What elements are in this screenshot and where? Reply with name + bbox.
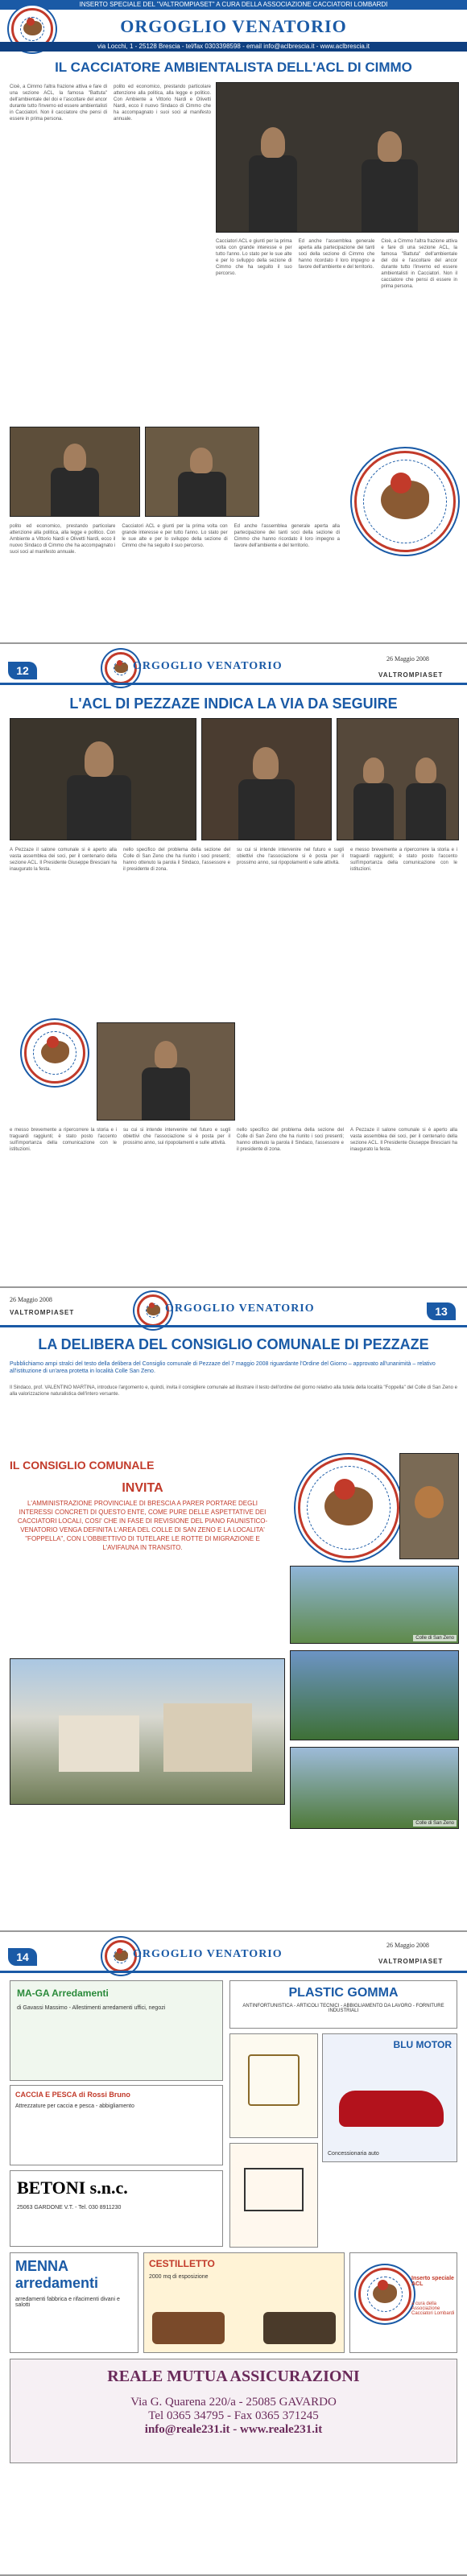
ad-plastic-gomma: [229, 1980, 457, 2029]
invito-text: L'AMMINISTRAZIONE PROVINCIALE DI BRESCIA A PARER PORTARE DEGLI INTERESSI CONCRETI DI QUESTO ENTE, COME PURE DELLE ASPETTATIVE DEI CACCIATORI LOCALI, COSI' CHE IN FASE DI REVISIONE DEL PIANO FAUNISTICO-VENATORIO VENGA DEFINITA L'AREA DEL COLLE DI SAN ZENO E LA LOCALITA' "FOPPELLA", CON L'OBBIETTIVO DI TUTELARE LE ROTTE DI MIGRAZIONE E L'AVIFAUNA IN TRANSITO.: [17, 1500, 268, 1551]
article-col: e messo brevemente a ripercorrere la storia e i traguardi raggiunti; è stato posto l'accento sull'importanza della comunicazione con le istituzioni.: [10, 1128, 117, 1152]
ad-title: PLASTIC GOMMA: [288, 1986, 399, 2000]
ad-phone: Tel 0365 34795 - Fax 0365 371245: [148, 2409, 319, 2422]
article-col: polito ed economico, prestando particolare attenzione alla politica, alla legge e politico. Con Ambiente a Vittorio Nardi e Olivetti Nardi, ecco il nuovo Sindaco di Cimmo che ha accompagnato i suoi soci al manifesto annuale.: [10, 524, 116, 555]
acl-seal-logo: [105, 1940, 137, 1972]
photo-panel: [201, 718, 332, 840]
ad-address: Via G. Quarena 220/a - 25085 GAVARDO: [130, 2396, 337, 2409]
ad-title: MENNA arredamenti: [15, 2258, 99, 2291]
subheading: IL CONSIGLIO COMUNALE: [10, 1459, 155, 1472]
magazine-logo: ORGOGLIO VENATORIO: [133, 1948, 283, 1960]
ad-sap: [229, 2143, 318, 2248]
article-col: Ed anche l'assemblea generale aperta alla partecipazione dei tanti soci della sezione di Cimmo che hanno ricordato il loro impegno a favore dell'ambiente e del territorio.: [298, 239, 375, 270]
ad-title: BETONI s.n.c.: [17, 2178, 128, 2198]
ad-blu-motor: [322, 2033, 457, 2162]
ad-text: a cura della Associazione Cacciatori Lombardi: [411, 2301, 455, 2316]
ad-email: info@reale231.it - www.reale231.it: [144, 2423, 323, 2436]
acl-seal-large: [354, 451, 456, 552]
headline-pezzaze: L'ACL DI PEZZAZE INDICA LA VIA DA SEGUIRE: [69, 696, 398, 712]
article-columns-right: [216, 238, 457, 423]
photo-caption: Colle di San Zeno: [413, 1635, 457, 1641]
photo-speaker: [10, 718, 196, 840]
photo-village: [10, 1658, 285, 1805]
ad-text: 25063 GARDONE V.T. - Tel. 030 8911230: [17, 2205, 122, 2211]
issue-date: 26 Maggio 2008: [386, 1942, 429, 1949]
acl-seal: [24, 1022, 85, 1084]
photo-caption: Colle di San Zeno: [413, 1820, 457, 1827]
page-3: [0, 1288, 467, 1932]
article-col: e messo brevemente a ripercorrere la storia e i traguardi raggiunti; è stato posto l'accento sull'importanza della comunicazione con le istituzioni.: [350, 848, 457, 872]
acl-seal-logo: [105, 652, 137, 684]
page-number: 14: [8, 1948, 37, 1966]
article-columns: [10, 847, 457, 1016]
ad-title: Inserto speciale ACL: [411, 2276, 454, 2287]
article-col: Cioè, a Cimmo l'altra frazione attiva e fare di una sezione ACL, la famosa "Battuta" dell'ambientale del doi e l'ascoltare del ancor durante tutto l'inverno ed essere ambientalisti in Cacciatori. Non il cacciatore che pensi di essere in prima persona.: [381, 239, 457, 289]
ad-caccia-pesca: [10, 2085, 223, 2165]
photo-mountain-2: [290, 1650, 459, 1740]
acl-seal: [358, 2268, 411, 2321]
photo-mountain-1: [290, 1566, 459, 1644]
article-col: polito ed economico, prestando particolare attenzione alla politica, alla legge e politico. Con Ambiente a Vittorio Nardi e Olivetti Nardi, ecco il nuovo Sindaco di Cimmo che ha accompagnato i suoi soci al manifesto annuale.: [114, 85, 211, 122]
headline-delibera: LA DELIBERA DEL CONSIGLIO COMUNALE DI PEZZAZE: [38, 1336, 429, 1352]
masthead: VALTROMPIASET: [378, 671, 444, 679]
article-columns-lower: [10, 1127, 457, 1280]
photo-members: [145, 427, 259, 517]
page-number: 13: [427, 1302, 456, 1320]
article-col: Cacciatori ACL e giunti per la prima volta con grande interesse e per tutto l'anno. Lo stato per le sue alte e per lo sviluppo della sezione di Cimmo che ha seguito il suo percorso.: [216, 239, 292, 276]
ad-maga: [10, 1980, 223, 2081]
ad-betoni: [10, 2170, 223, 2247]
ad-menna: [10, 2252, 138, 2353]
article-col: Cacciatori ACL e giunti per la prima volta con grande interesse e per tutto l'anno. Lo stato per le sue alte e per lo sviluppo della sezione di Cimmo che ha seguito il suo percorso.: [122, 524, 228, 548]
headline-cimmo: IL CACCIATORE AMBIENTALISTA DELL'ACL DI CIMMO: [55, 60, 412, 75]
article-col: su cui si intende intervenire nel futuro e sugli obiettivi che l'associazione si è posta per il prossimo anno, sui ripopolamenti e sulle attività.: [123, 1128, 230, 1146]
invito-title: INVITA: [122, 1481, 163, 1495]
article-col: A Pezzaze il salone comunale si è aperto alla vasta assemblea dei soci, per il centenario della sezione ACL. Il Presidente Giuseppe Bresciani ha inaugurato la festa.: [350, 1128, 457, 1152]
article-col: nello specifico del problema della sezione del Colle di San Zeno che ha riunito i soci presenti; hanno ottenuto la parola il Sindaco, l'assessore e il presidente di zona.: [123, 848, 230, 872]
article-columns-left: [10, 84, 211, 422]
photo-assembly: [216, 82, 459, 233]
invito-block: [10, 1481, 275, 1552]
address-band: via Locchi, 1 - 25128 Brescia - tel/fax 0303398598 - email info@aclbrescia.it - www.aclbrescia.it: [0, 42, 467, 52]
ad-text: arredamenti fabbrica e rifacimenti divani e salotti: [15, 2297, 120, 2308]
magazine-logo: ORGOGLIO VENATORIO: [165, 1302, 315, 1315]
photo-audience: [337, 718, 459, 840]
masthead: VALTROMPIASET: [378, 1958, 444, 1965]
article-col: A Pezzaze il salone comunale si è aperto alla vasta assemblea dei soci, per il centenario della sezione ACL. Il Presidente Giuseppe Bresciani ha inaugurato la festa.: [10, 848, 117, 872]
article-columns-bottom: [10, 523, 340, 636]
issue-date: 26 Maggio 2008: [386, 655, 429, 663]
magazine-logo: ORGOGLIO VENATORIO: [120, 16, 347, 36]
photo-ceremony: [97, 1022, 235, 1121]
acl-seal-large: [298, 1457, 399, 1558]
article-col: su cui si intende intervenire nel futuro e sugli obiettivi che l'associazione si è posta per il prossimo anno, sui ripopolamenti e sulle attività.: [237, 848, 344, 865]
photo-bird: [399, 1453, 459, 1559]
top-band: INSERTO SPECIALE DEL "VALTROMPIASET" A CURA DELLA ASSOCIAZIONE CACCIATORI LOMBARDI: [0, 0, 467, 10]
article-col: Ed anche l'assemblea generale aperta alla partecipazione dei tanti soci della sezione di Cimmo che hanno ricordato il loro impegno a favore dell'ambiente e del territorio.: [234, 524, 340, 548]
intro-text: Pubblichiamo ampi stralci del testo della delibera del Consiglio comunale di Pezzaze del 7 maggio 2008 riguardante l'Ordine del Giorno – approvato all'unanimità – relativo all'istituzione di un'area protetta in località Colle San Zeno.: [10, 1361, 436, 1374]
ad-text: di Gavassi Massimo - Allestimenti arredamenti uffici, negozi: [17, 2005, 166, 2011]
ad-reale-mutua: [10, 2359, 457, 2463]
page-4: [0, 1932, 467, 2576]
photo-hunter: [10, 427, 140, 517]
ad-monogram: [229, 2033, 318, 2138]
page-number: 12: [8, 662, 37, 679]
page-1: [0, 0, 467, 644]
ad-cestilletto: [143, 2252, 345, 2353]
ad-inserto: [349, 2252, 457, 2353]
body-text: Il Sindaco, prof. VALENTINO MARTINA, introduce l'argomento e, quindi, invita il consigliere comunale ad illustrare il testo dell'ordine del giorno relativo alla tutela della località "Foppella" del Colle di San Zeno e alla valorizzazione naturalistica dell'intero versante.: [10, 1385, 457, 1397]
photo-mountain-3: [290, 1747, 459, 1829]
ad-title: BLU MOTOR: [393, 2039, 452, 2050]
ad-title: REALE MUTUA ASSICURAZIONI: [107, 2368, 360, 2385]
page-2: [0, 644, 467, 1288]
ad-title: CESTILLETTO: [149, 2258, 215, 2269]
magazine-logo: ORGOGLIO VENATORIO: [133, 660, 283, 672]
ad-text: Attrezzature per caccia e pesca - abbigliamento: [15, 2103, 134, 2109]
acl-seal-logo: [137, 1294, 169, 1327]
issue-date: 26 Maggio 2008: [10, 1296, 52, 1303]
ad-title: MA-GA Arredamenti: [17, 1988, 109, 1999]
article-col: nello specifico del problema della sezione del Colle di San Zeno che ha riunito i soci presenti; hanno ottenuto la parola il Sindaco, l'assessore e il presidente di zona.: [237, 1128, 344, 1152]
masthead: VALTROMPIASET: [10, 1309, 75, 1316]
ad-title: CACCIA E PESCA di Rossi Bruno: [15, 2091, 130, 2099]
article-col: Cioè, a Cimmo l'altra frazione attiva e fare di una sezione ACL, la famosa "Battuta" dell'ambientale del doi e l'ascoltare del ancor durante tutto l'inverno ed essere ambientalisti in Cacciatori. Non il cacciatore che pensi di essere in prima persona.: [10, 85, 107, 122]
ad-text: 2000 mq di esposizione: [149, 2274, 209, 2280]
ad-text: Concessionaria auto: [328, 2151, 379, 2157]
ad-text: ANTINFORTUNISTICA - ARTICOLI TECNICI - ABBIGLIAMENTO DA LAVORO - FORNITURE INDUSTRIALI: [242, 2004, 444, 2013]
